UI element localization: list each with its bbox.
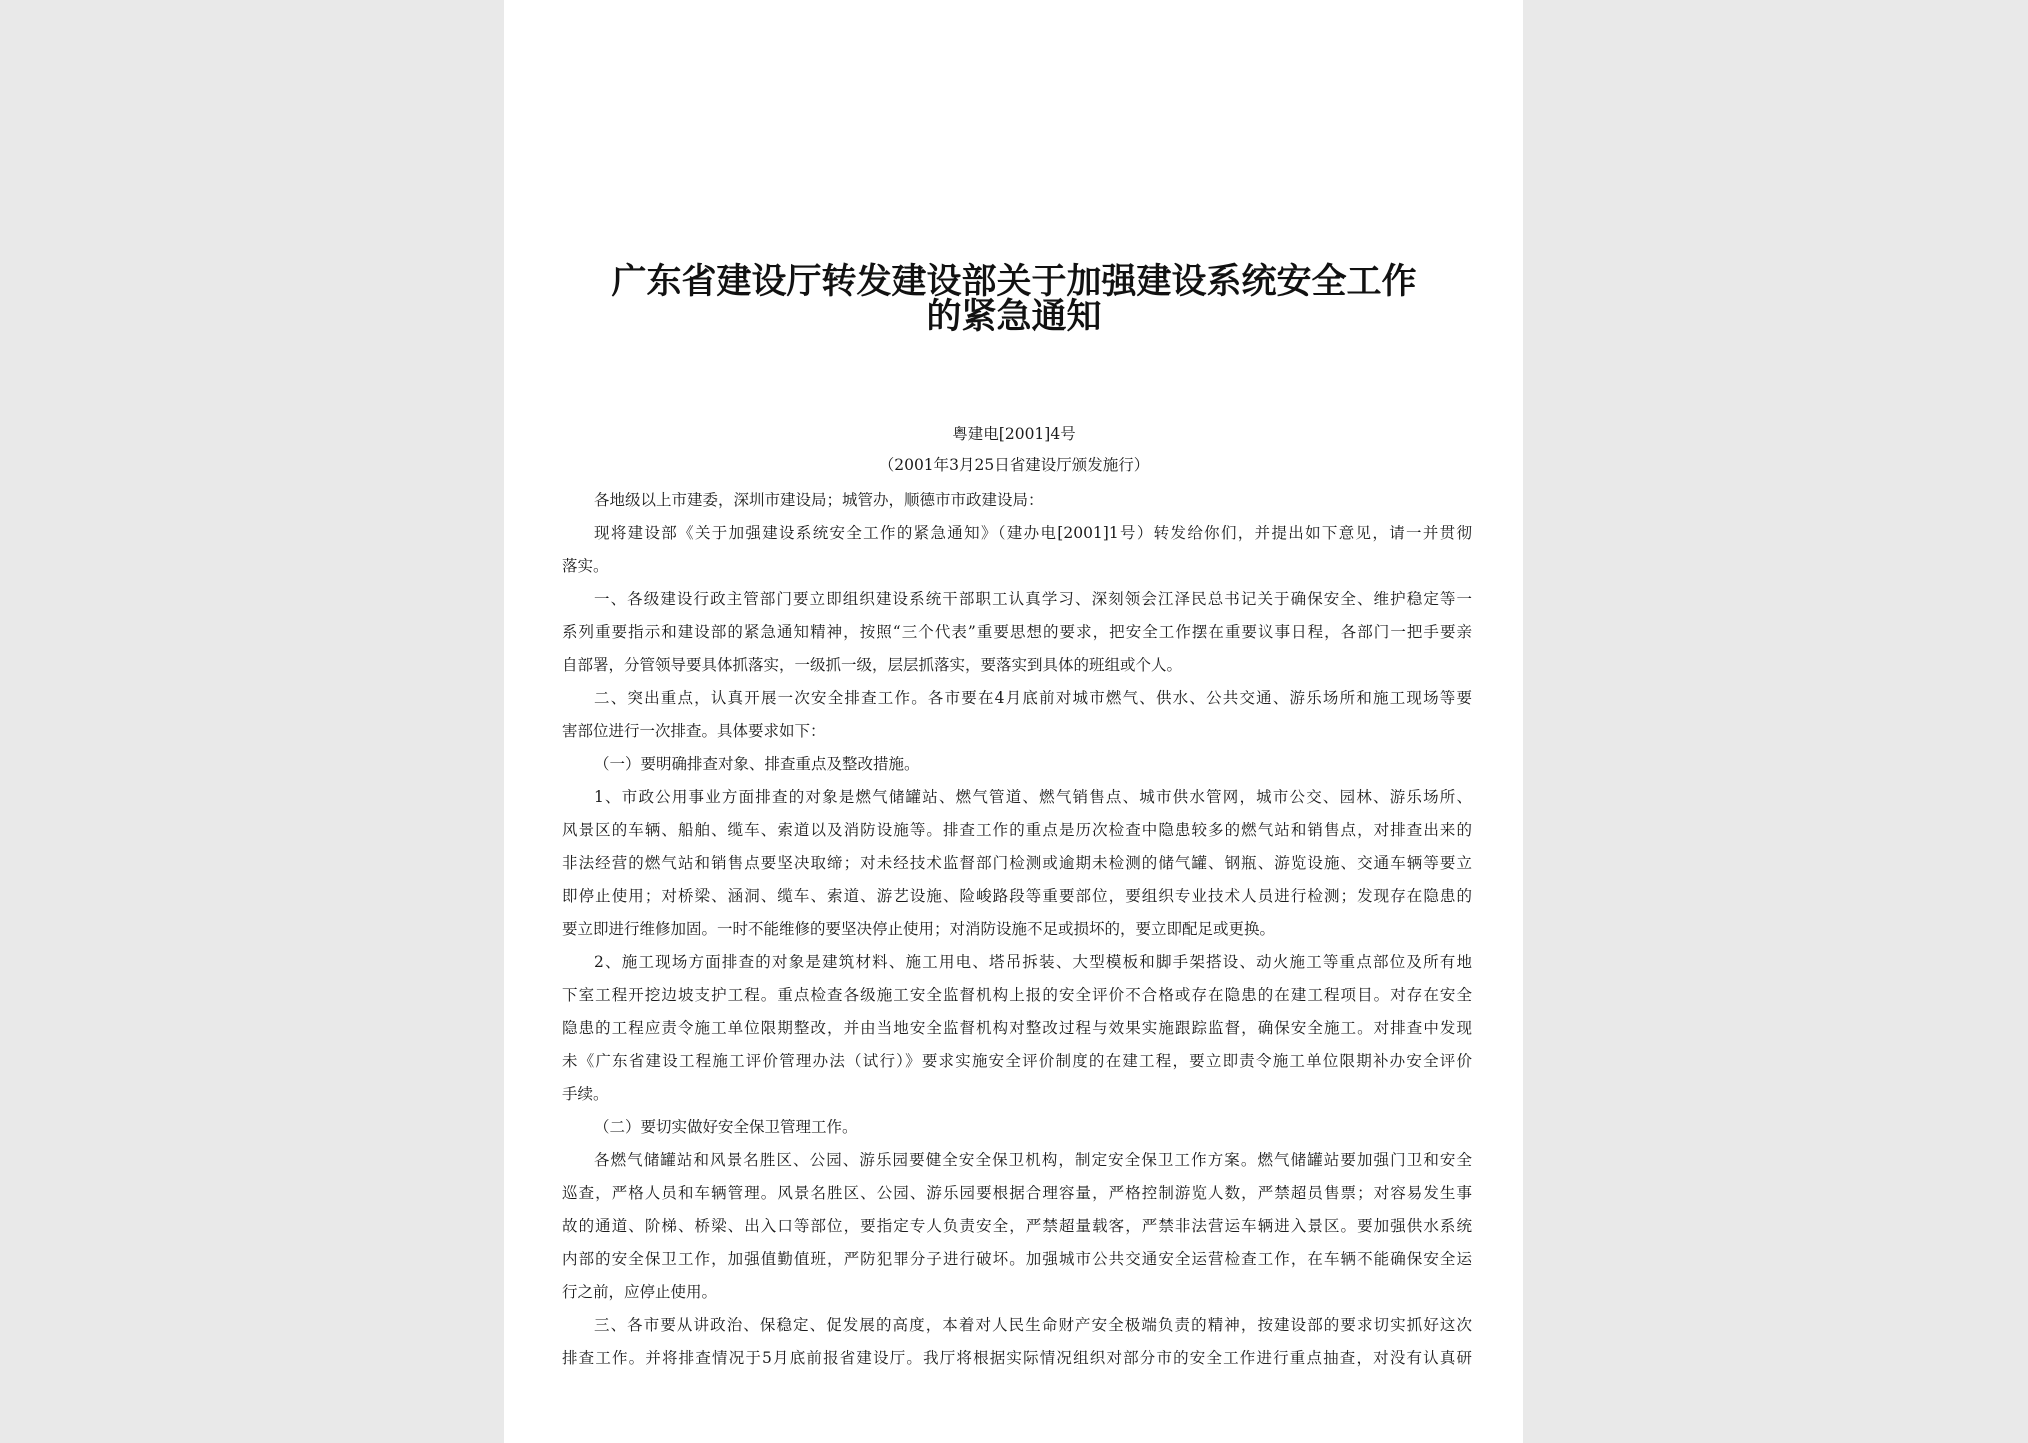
body-line: 风景区的车辆、船舶、缆车、索道以及消防设施等。排查工作的重点是历次检查中隐患较多的燃气站和销售点，对排查出来的 [562, 821, 1472, 839]
body-line: 隐患的工程应责令施工单位限期整改，并由当地安全监督机构对整改过程与效果实施跟踪监督，确保安全施工。对排查中发现 [562, 1019, 1472, 1037]
body-line: 非法经营的燃气站和销售点要坚决取缔；对未经技术监督部门检测或逾期未检测的储气罐、钢瓶、游览设施、交通车辆等要立 [562, 854, 1472, 872]
body-line: （一）要明确排查对象、排查重点及整改措施。 [594, 755, 920, 773]
body-line: 各地级以上市建委，深圳市建设局；城管办，顺德市市政建设局： [594, 491, 1044, 509]
body-line: 下室工程开挖边坡支护工程。重点检查各级施工安全监督机构上报的安全评价不合格或存在隐患的在建工程项目。对存在安全 [562, 986, 1472, 1004]
body-line: 排查工作。并将排查情况于5月底前报省建设厅。我厅将根据实际情况组织对部分市的安全工作进行重点抽查，对没有认真研 [562, 1349, 1472, 1367]
body-line: 系列重要指示和建设部的紧急通知精神，按照“三个代表”重要思想的要求，把安全工作摆在重要议事日程，各部门一把手要亲 [562, 623, 1472, 641]
body-line: 自部署，分管领导要具体抓落实，一级抓一级，层层抓落实，要落实到具体的班组或个人。 [562, 656, 1183, 674]
body-line: 2、施工现场方面排查的对象是建筑材料、施工用电、塔吊拆装、大型模板和脚手架搭设、动火施工等重点部位及所有地 [594, 953, 1472, 971]
body-line: 1、市政公用事业方面排查的对象是燃气储罐站、燃气管道、燃气销售点、城市供水管网，城市公交、园林、游乐场所、 [594, 788, 1472, 806]
body-line: 手续。 [562, 1085, 609, 1103]
document-page [504, 0, 1523, 1443]
body-line: 巡查，严格人员和车辆管理。风景名胜区、公园、游乐园要根据合理容量，严格控制游览人数，严禁超员售票；对容易发生事 [562, 1184, 1472, 1202]
body-line: 要立即进行维修加固。一时不能维修的要坚决停止使用；对消防设施不足或损坏的，要立即配足或更换。 [562, 920, 1276, 938]
body-line: 内部的安全保卫工作，加强值勤值班，严防犯罪分子进行破坏。加强城市公共交通安全运营检查工作，在车辆不能确保安全运 [562, 1250, 1472, 1268]
document-body [562, 484, 1472, 1375]
body-line: 现将建设部《关于加强建设系统安全工作的紧急通知》（建办电[2001]1号）转发给你们，并提出如下意见，请一并贯彻 [594, 524, 1472, 542]
body-line: 未《广东省建设工程施工评价管理办法（试行）》要求实施安全评价制度的在建工程，要立即责令施工单位限期补办安全评价 [562, 1052, 1472, 1070]
body-line: 害部位进行一次排查。具体要求如下： [562, 722, 826, 740]
issue-note: （2001年3月25日省建设厅颁发施行） [878, 456, 1150, 474]
body-line: 落实。 [562, 557, 609, 575]
body-line: 各燃气储罐站和风景名胜区、公园、游乐园要健全安全保卫机构，制定安全保卫工作方案。燃气储罐站要加强门卫和安全 [594, 1151, 1472, 1169]
document-title-line-2: 的紧急通知 [926, 297, 1102, 337]
document-title-line-1: 广东省建设厅转发建设部关于加强建设系统安全工作 [611, 262, 1417, 302]
document-number: 粤建电[2001]4号 [952, 425, 1076, 443]
body-line: （二）要切实做好安全保卫管理工作。 [594, 1118, 858, 1136]
body-line: 即停止使用；对桥梁、涵洞、缆车、索道、游艺设施、险峻路段等重要部位，要组织专业技术人员进行检测；发现存在隐患的 [562, 887, 1472, 905]
body-line: 行之前，应停止使用。 [562, 1283, 718, 1301]
body-line: 二、突出重点，认真开展一次安全排查工作。各市要在4月底前对城市燃气、供水、公共交通、游乐场所和施工现场等要 [594, 689, 1472, 707]
body-line: 三、各市要从讲政治、保稳定、促发展的高度，本着对人民生命财产安全极端负责的精神，按建设部的要求切实抓好这次 [594, 1316, 1472, 1334]
body-line: 故的通道、阶梯、桥梁、出入口等部位，要指定专人负责安全，严禁超量载客，严禁非法营运车辆进入景区。要加强供水系统 [562, 1217, 1472, 1235]
body-line: 一、各级建设行政主管部门要立即组织建设系统干部职工认真学习、深刻领会江泽民总书记关于确保安全、维护稳定等一 [594, 590, 1472, 608]
